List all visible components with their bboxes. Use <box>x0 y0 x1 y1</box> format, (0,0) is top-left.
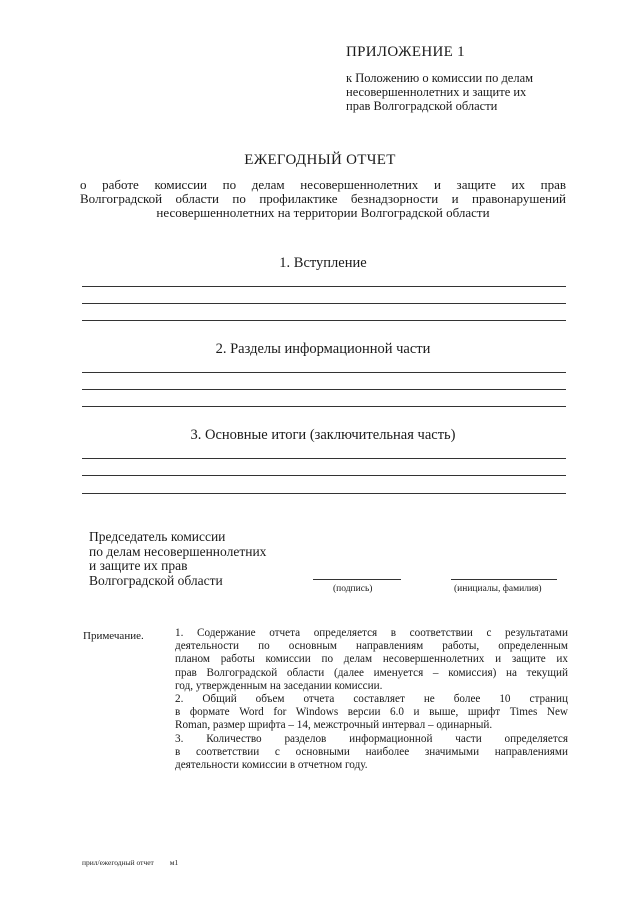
fill-in-line <box>82 303 566 304</box>
note-line: деятельности комиссии в отчетном году. <box>175 759 368 772</box>
note-line: 3. Количество разделов информационной части определяется <box>175 732 568 745</box>
note-line: 1. Содержание отчета определяется в соответствии с результатами <box>175 627 568 639</box>
chair-title-line: и защите их прав <box>89 558 188 573</box>
report-subtitle <box>80 178 566 220</box>
section-heading-information: 2. Разделы информационной части <box>215 341 431 357</box>
report-subtitle-line: о работе комиссии по делам несовершеннолетних и защите их прав <box>80 177 566 192</box>
note-line: год, утвержденным на заседании комиссии. <box>175 679 383 692</box>
chair-title <box>89 530 266 588</box>
annex-reference-line: к Положению о комиссии по делам <box>346 71 534 85</box>
note-label: Примечание. <box>83 630 144 642</box>
footer-file-label: прил/ежегодный отчет <box>82 858 154 867</box>
name-line <box>451 579 557 580</box>
chair-title-line: Волгоградской области <box>89 572 223 588</box>
chair-title-line: Председатель комиссии <box>89 529 226 544</box>
note-line: в соответствии с основными наиболее значимыми направлениями <box>175 745 568 758</box>
note-line: 2. Общий объем отчета составляет не более 10 страниц <box>175 693 568 706</box>
fill-in-line <box>82 372 566 373</box>
signature-line <box>313 579 401 580</box>
fill-in-line <box>82 475 566 476</box>
annex-reference-line: несовершеннолетних и защите их <box>346 85 527 99</box>
note-line: прав Волгоградской области (далее именуется – комиссия) на текущий <box>175 666 568 679</box>
footer <box>82 858 178 867</box>
note-line: Roman, размер шрифта – 14, межстрочный интервал – одинарный. <box>175 719 493 732</box>
report-subtitle-line: несовершеннолетних на территории Волгоградской области <box>156 205 490 220</box>
annex-title: ПРИЛОЖЕНИЕ 1 <box>346 44 465 60</box>
report-title: ЕЖЕГОДНЫЙ ОТЧЕТ <box>244 152 396 168</box>
annex-reference-line: прав Волгоградской области <box>346 99 498 113</box>
note-line: в формате Word for Windows версии 6.0 и выше, шрифт Times New <box>175 706 568 719</box>
fill-in-line <box>82 320 566 321</box>
fill-in-line <box>82 458 566 459</box>
note-body <box>175 627 568 772</box>
fill-in-line <box>82 389 566 390</box>
report-subtitle-line: Волгоградской области по профилактике безнадзорности и правонарушений <box>80 191 566 206</box>
fill-in-line <box>82 406 566 407</box>
section-heading-introduction: 1. Вступление <box>279 255 367 271</box>
name-caption: (инициалы, фамилия) <box>454 584 542 594</box>
section-heading-results: 3. Основные итоги (заключительная часть) <box>190 427 456 443</box>
note-line: деятельности по основным направлениям работы, определенным <box>175 640 568 653</box>
fill-in-line <box>82 493 566 494</box>
chair-title-line: по делам несовершеннолетних <box>89 543 267 559</box>
note-line: планом работы комиссии по делам несовершеннолетних и защите их <box>175 653 568 666</box>
annex-reference <box>346 71 576 113</box>
signature-caption: (подпись) <box>333 584 373 594</box>
footer-code: м1 <box>169 858 179 867</box>
fill-in-line <box>82 286 566 287</box>
